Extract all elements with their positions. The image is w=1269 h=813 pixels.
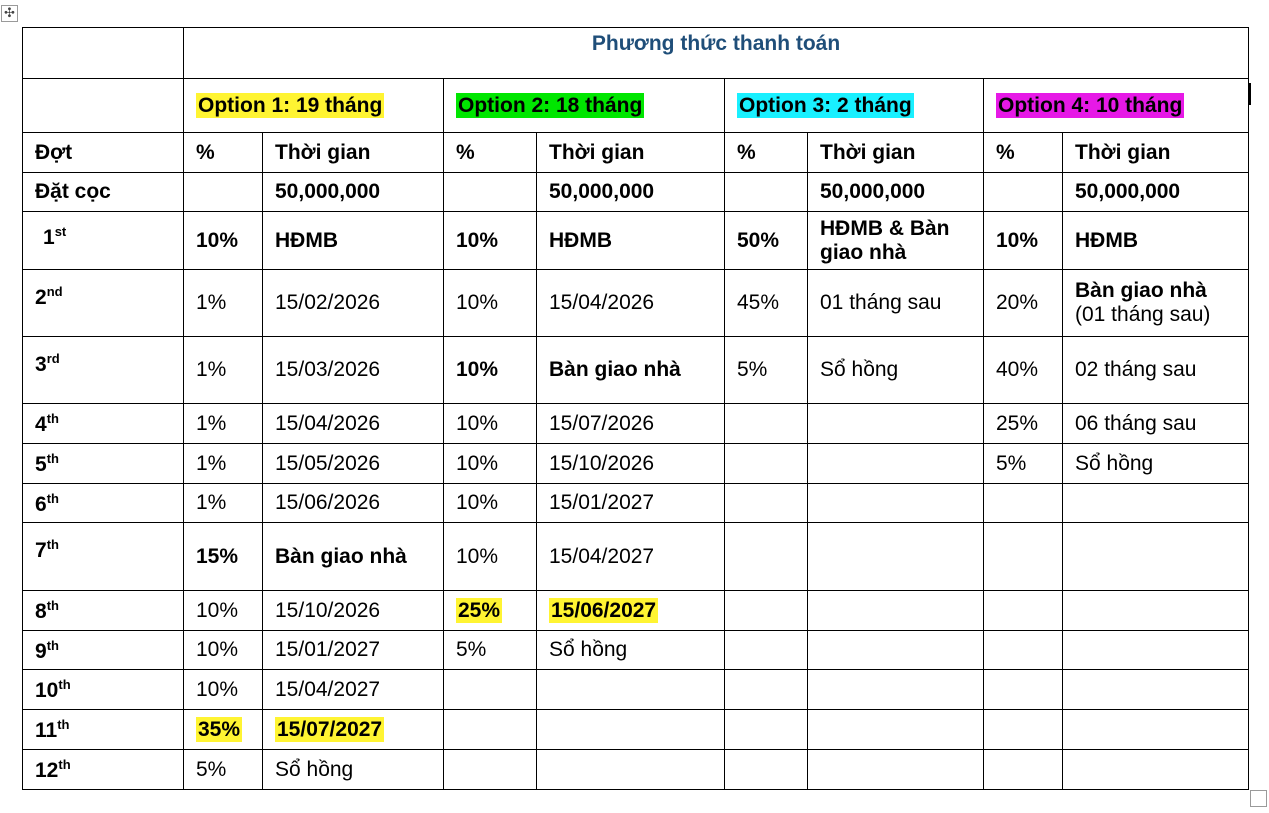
- time-value: 15/06/2027: [551, 598, 657, 622]
- ordinal-suffix: th: [46, 491, 59, 506]
- time-cell-opt2: [537, 631, 725, 670]
- time-value: HĐMB: [275, 228, 338, 252]
- percent-value: 5%: [737, 358, 768, 381]
- installment-number-text: 1: [43, 226, 55, 249]
- time-cell-opt4: [1063, 591, 1249, 631]
- pct-cell-opt1: [184, 523, 263, 591]
- time-cell-opt4: [1063, 631, 1249, 670]
- time-value: 15/04/2027: [549, 544, 655, 568]
- time-cell-opt1: [263, 631, 444, 670]
- time-cell-opt3: [808, 404, 984, 444]
- deposit-row: [23, 173, 1249, 212]
- installment-number-text: 6: [35, 493, 47, 516]
- table-row: [23, 710, 1249, 750]
- installment-number: [23, 591, 184, 631]
- table-row: [23, 404, 1249, 444]
- pct-cell-opt2: [444, 750, 537, 790]
- percent-value: 5%: [456, 638, 487, 661]
- installment-number-text: 8: [35, 600, 47, 623]
- percent-value: 20%: [996, 291, 1039, 314]
- percent-value: 1%: [196, 411, 227, 435]
- pct-cell-opt4: [984, 591, 1063, 631]
- percent-value: 1%: [196, 291, 227, 314]
- option-4-label: Option 4: 10 tháng: [998, 93, 1183, 117]
- time-value: 06 tháng sau: [1075, 411, 1197, 435]
- installment-number-text: 7: [35, 539, 47, 562]
- table-row: [23, 444, 1249, 484]
- time-cell-opt3: [808, 337, 984, 404]
- percent-value: 10%: [456, 411, 499, 435]
- table-row: [23, 523, 1249, 591]
- table-title: Phương thức thanh toán: [184, 28, 1249, 79]
- time-cell-opt1: [263, 670, 444, 710]
- deposit-pct-4: [984, 173, 1063, 212]
- installment-number: [23, 212, 184, 270]
- time-cell-opt1: [263, 270, 444, 337]
- installment-number: [23, 444, 184, 484]
- time-cell-opt4: [1063, 337, 1249, 404]
- deposit-amount-1: 50,000,000: [263, 173, 444, 212]
- time-value: 15/03/2026: [275, 358, 381, 381]
- time-cell-opt2: [537, 484, 725, 523]
- pct-cell-opt3: [725, 631, 808, 670]
- time-cell-opt3: [808, 270, 984, 337]
- header-time-3: Thời gian: [808, 133, 984, 173]
- pct-cell-opt3: [725, 404, 808, 444]
- pct-cell-opt4: [984, 337, 1063, 404]
- installment-number-text: 5: [35, 453, 47, 476]
- pct-cell-opt1: [184, 631, 263, 670]
- installment-number-text: 12: [35, 759, 59, 782]
- percent-value: 1%: [196, 451, 227, 475]
- time-value: Bàn giao nhà: [549, 358, 681, 381]
- time-value: 15/02/2026: [275, 291, 381, 314]
- pct-cell-opt1: [184, 212, 263, 270]
- ordinal-suffix: nd: [46, 284, 63, 299]
- option-4-cell: [984, 79, 1249, 133]
- percent-value: 10%: [196, 598, 239, 622]
- deposit-pct-1: [184, 173, 263, 212]
- pct-cell-opt3: [725, 591, 808, 631]
- pct-cell-opt4: [984, 444, 1063, 484]
- time-value: 02 tháng sau: [1075, 358, 1197, 381]
- ordinal-suffix: st: [54, 224, 67, 239]
- ordinal-suffix: rd: [46, 351, 60, 366]
- percent-value: 25%: [996, 411, 1039, 435]
- percent-value: 40%: [996, 358, 1039, 381]
- ordinal-suffix: th: [57, 717, 70, 732]
- installment-number-text: 2: [35, 286, 47, 309]
- pct-cell-opt4: [984, 484, 1063, 523]
- table-row: [23, 591, 1249, 631]
- pct-cell-opt1: [184, 404, 263, 444]
- table-row: [23, 750, 1249, 790]
- option-3-cell: [725, 79, 984, 133]
- installment-number: [23, 750, 184, 790]
- time-cell-opt2: [537, 710, 725, 750]
- time-cell-opt1: [263, 444, 444, 484]
- installment-number-text: 4: [35, 413, 47, 436]
- time-cell-opt3: [808, 750, 984, 790]
- time-cell-opt1: [263, 404, 444, 444]
- pct-cell-opt3: [725, 444, 808, 484]
- pct-cell-opt2: [444, 404, 537, 444]
- time-cell-opt4: [1063, 670, 1249, 710]
- pct-cell-opt1: [184, 750, 263, 790]
- pct-cell-opt2: [444, 484, 537, 523]
- pct-cell-opt4: [984, 212, 1063, 270]
- time-value: HĐMB: [1075, 228, 1138, 252]
- time-value: Bàn giao nhà: [1075, 279, 1207, 302]
- percent-value: 10%: [456, 491, 499, 514]
- text-cursor: [1249, 83, 1251, 105]
- option-3-label: Option 3: 2 tháng: [739, 93, 912, 117]
- time-cell-opt2: [537, 270, 725, 337]
- time-cell-opt4: [1063, 523, 1249, 591]
- percent-value: 25%: [458, 598, 501, 622]
- deposit-label: Đặt cọc: [23, 173, 184, 212]
- pct-cell-opt3: [725, 523, 808, 591]
- installment-number: [23, 631, 184, 670]
- pct-cell-opt2: [444, 212, 537, 270]
- time-cell-opt1: [263, 710, 444, 750]
- option-row: [23, 79, 1249, 133]
- percent-value: 35%: [198, 717, 241, 741]
- ordinal-suffix: th: [46, 537, 59, 552]
- installment-number-text: 9: [35, 640, 47, 663]
- pct-cell-opt3: [725, 212, 808, 270]
- pct-cell-opt1: [184, 444, 263, 484]
- time-cell-opt3: [808, 523, 984, 591]
- time-cell-opt1: [263, 212, 444, 270]
- table-row: [23, 670, 1249, 710]
- time-value: Sổ hồng: [820, 358, 899, 381]
- time-value-note: (01 tháng sau): [1075, 303, 1211, 326]
- pct-cell-opt3: [725, 270, 808, 337]
- time-cell-opt2: [537, 591, 725, 631]
- time-cell-opt4: [1063, 750, 1249, 790]
- time-cell-opt2: [537, 523, 725, 591]
- ordinal-suffix: th: [46, 411, 59, 426]
- percent-value: 10%: [456, 544, 499, 568]
- time-cell-opt1: [263, 484, 444, 523]
- pct-cell-opt4: [984, 631, 1063, 670]
- time-value: 15/01/2027: [549, 491, 655, 514]
- empty-corner-cell: [23, 28, 184, 79]
- header-dot: Đợt: [23, 133, 184, 173]
- pct-cell-opt2: [444, 670, 537, 710]
- pct-cell-opt2: [444, 591, 537, 631]
- pct-cell-opt1: [184, 337, 263, 404]
- percent-value: 10%: [456, 291, 499, 314]
- time-cell-opt2: [537, 212, 725, 270]
- time-value: 15/07/2026: [549, 411, 655, 435]
- deposit-amount-4: 50,000,000: [1063, 173, 1249, 212]
- header-pct-1: %: [184, 133, 263, 173]
- header-row: [23, 133, 1249, 173]
- time-cell-opt3: [808, 710, 984, 750]
- time-cell-opt2: [537, 750, 725, 790]
- time-value: Sổ hồng: [275, 757, 354, 781]
- deposit-pct-2: [444, 173, 537, 212]
- time-cell-opt4: [1063, 710, 1249, 750]
- time-value: 15/05/2026: [275, 451, 381, 475]
- pct-cell-opt3: [725, 670, 808, 710]
- installment-number: [23, 404, 184, 444]
- time-cell-opt4: [1063, 270, 1249, 337]
- percent-value: 10%: [196, 228, 239, 252]
- time-cell-opt4: [1063, 212, 1249, 270]
- time-cell-opt1: [263, 523, 444, 591]
- percent-value: 10%: [196, 677, 239, 701]
- table-resize-handle[interactable]: [1250, 790, 1267, 807]
- installment-number: [23, 523, 184, 591]
- percent-value: 10%: [456, 358, 499, 381]
- ordinal-suffix: th: [46, 451, 59, 466]
- pct-cell-opt4: [984, 750, 1063, 790]
- time-value: 01 tháng sau: [820, 291, 942, 314]
- ordinal-suffix: th: [58, 677, 71, 692]
- pct-cell-opt2: [444, 270, 537, 337]
- ordinal-suffix: th: [46, 638, 59, 653]
- time-cell-opt3: [808, 484, 984, 523]
- time-cell-opt2: [537, 670, 725, 710]
- header-time-4: Thời gian: [1063, 133, 1249, 173]
- time-value: 15/10/2026: [549, 451, 655, 475]
- installment-number: [23, 670, 184, 710]
- installment-number: [23, 710, 184, 750]
- pct-cell-opt3: [725, 337, 808, 404]
- ordinal-suffix: th: [58, 757, 71, 772]
- pct-cell-opt4: [984, 670, 1063, 710]
- pct-cell-opt2: [444, 337, 537, 404]
- pct-cell-opt3: [725, 710, 808, 750]
- header-pct-3: %: [725, 133, 808, 173]
- option-1-cell: [184, 79, 444, 133]
- time-cell-opt2: [537, 444, 725, 484]
- percent-value: 10%: [456, 451, 499, 475]
- time-value: 15/10/2026: [275, 598, 381, 622]
- option-2-cell: [444, 79, 725, 133]
- time-cell-opt2: [537, 404, 725, 444]
- time-cell-opt4: [1063, 484, 1249, 523]
- ordinal-suffix: th: [46, 598, 59, 613]
- table-row: [23, 337, 1249, 404]
- deposit-pct-3: [725, 173, 808, 212]
- pct-cell-opt2: [444, 631, 537, 670]
- deposit-amount-3: 50,000,000: [808, 173, 984, 212]
- pct-cell-opt1: [184, 591, 263, 631]
- time-value: HĐMB & Bàn giao nhà: [820, 216, 950, 264]
- header-time-2: Thời gian: [537, 133, 725, 173]
- pct-cell-opt1: [184, 270, 263, 337]
- time-cell-opt2: [537, 337, 725, 404]
- deposit-amount-2: 50,000,000: [537, 173, 725, 212]
- payment-table: [22, 27, 1249, 790]
- pct-cell-opt4: [984, 270, 1063, 337]
- time-cell-opt3: [808, 631, 984, 670]
- time-value: HĐMB: [549, 228, 612, 252]
- time-cell-opt1: [263, 750, 444, 790]
- time-cell-opt4: [1063, 444, 1249, 484]
- time-cell-opt1: [263, 337, 444, 404]
- installment-number: [23, 270, 184, 337]
- installment-number-text: 3: [35, 353, 47, 376]
- title-row: [23, 28, 1249, 79]
- percent-value: 1%: [196, 358, 227, 381]
- time-cell-opt3: [808, 670, 984, 710]
- option-2-label: Option 2: 18 tháng: [458, 93, 643, 117]
- time-value: Bàn giao nhà: [275, 544, 407, 568]
- installment-number: [23, 484, 184, 523]
- pct-cell-opt4: [984, 523, 1063, 591]
- time-value: 15/07/2027: [277, 717, 383, 741]
- table-row: [23, 484, 1249, 523]
- time-value: Sổ hồng: [1075, 451, 1154, 475]
- time-value: 15/04/2027: [275, 677, 381, 701]
- table-row: [23, 270, 1249, 337]
- percent-value: 5%: [996, 451, 1027, 475]
- pct-cell-opt4: [984, 710, 1063, 750]
- installment-number-text: 10: [35, 679, 59, 702]
- header-pct-4: %: [984, 133, 1063, 173]
- installment-number: [23, 337, 184, 404]
- header-time-1: Thời gian: [263, 133, 444, 173]
- time-cell-opt1: [263, 591, 444, 631]
- pct-cell-opt2: [444, 710, 537, 750]
- installment-rows: [23, 212, 1249, 790]
- time-value: Sổ hồng: [549, 638, 628, 661]
- pct-cell-opt1: [184, 484, 263, 523]
- percent-value: 10%: [196, 638, 239, 661]
- table-row: [23, 212, 1249, 270]
- percent-value: 15%: [196, 544, 239, 568]
- pct-cell-opt1: [184, 670, 263, 710]
- percent-value: 45%: [737, 291, 780, 314]
- empty-option-cell: [23, 79, 184, 133]
- pct-cell-opt3: [725, 750, 808, 790]
- pct-cell-opt1: [184, 710, 263, 750]
- percent-value: 50%: [737, 228, 780, 252]
- time-value: 15/04/2026: [549, 291, 655, 314]
- percent-value: 10%: [996, 228, 1039, 252]
- percent-value: 10%: [456, 228, 499, 252]
- pct-cell-opt4: [984, 404, 1063, 444]
- header-pct-2: %: [444, 133, 537, 173]
- installment-number-text: 11: [35, 719, 58, 742]
- time-value: 15/04/2026: [275, 411, 381, 435]
- time-cell-opt4: [1063, 404, 1249, 444]
- pct-cell-opt2: [444, 523, 537, 591]
- table-move-handle-icon[interactable]: ✣: [1, 5, 18, 22]
- time-value: 15/06/2026: [275, 491, 381, 514]
- option-1-label: Option 1: 19 tháng: [198, 93, 383, 117]
- percent-value: 5%: [196, 757, 227, 781]
- time-cell-opt3: [808, 212, 984, 270]
- pct-cell-opt3: [725, 484, 808, 523]
- time-value: 15/01/2027: [275, 638, 381, 661]
- time-cell-opt3: [808, 444, 984, 484]
- percent-value: 1%: [196, 491, 227, 514]
- time-cell-opt3: [808, 591, 984, 631]
- pct-cell-opt2: [444, 444, 537, 484]
- table-row: [23, 631, 1249, 670]
